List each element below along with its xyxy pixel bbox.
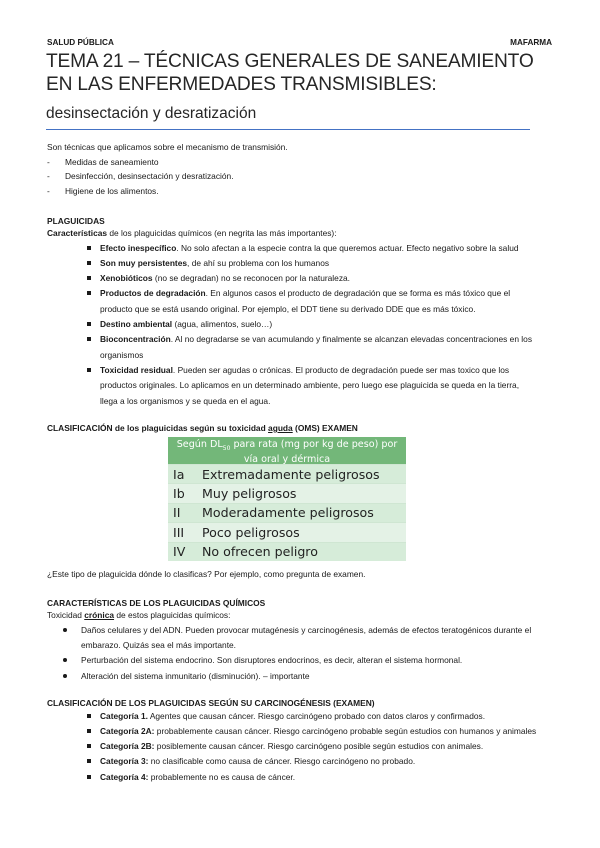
list-item: Categoría 4: probablemente no es causa de cáncer. [87, 770, 547, 785]
list-item: Xenobióticos (no se degradan) no se reconocen por la naturaleza. [87, 271, 537, 286]
list-item: Son muy persistentes, de ahí su problema con los humanos [87, 256, 537, 271]
section-heading-plaguicidas: PLAGUICIDAS [47, 216, 105, 227]
page-subtitle: desinsectación y desratización [46, 105, 257, 122]
table-row: Ib Muy peligrosos [168, 483, 406, 502]
list-item: Productos de degradación. En algunos casos el producto de degradación que se forma es más tóxico que el producto que se está usando original. Por ejemplo, el DDT tiene su derivado DDE que es más tóxico. [87, 286, 537, 317]
plaguicidas-intro [47, 226, 537, 241]
plaguicidas-intro-rest: de los plaguicidas químicos (en negrita las más importantes): [107, 227, 337, 238]
table-row: Ia Extremadamente peligrosos [168, 464, 406, 483]
section-heading-carcinogenesis: CLASIFICACIÓN DE LOS PLAGUICIDAS SEGÚN SU CARCINOGÉNESIS (EXAMEN) [47, 697, 375, 708]
table-row: II Moderadamente peligrosos [168, 503, 406, 522]
list-item: Alteración del sistema inmunitario (disminución). – importante [63, 669, 547, 684]
intro-list [47, 155, 537, 199]
list-item: Efecto inespecífico. No solo afectan a la especie contra la que queremos actuar. Efecto negativo sobre la salud [87, 241, 537, 256]
list-item: - Medidas de saneamiento [47, 155, 537, 170]
list-item: Perturbación del sistema endocrino. Son disruptores endocrinos, es decir, alteran el sistema hormonal. [63, 653, 547, 668]
list-item: Categoría 2B: posiblemente causan cáncer. Riesgo carcinógeno posible según estudios con animales. [87, 739, 547, 754]
header-author: MAFARMA [510, 38, 552, 47]
document-body [47, 140, 537, 435]
exam-question: ¿Este tipo de plaguicida dónde lo clasificas? Por ejemplo, como pregunta de examen. [47, 569, 366, 579]
title-divider [46, 129, 530, 130]
list-item: Toxicidad residual. Pueden ser agudas o crónicas. El producto de degradación puede ser mas toxico que los productos originales. Lo aplicamos en un determinado ambiente, pero luego ese plaguicida se queda en la tierra, llega a los organismos y se queda en el agua. [87, 363, 537, 409]
plaguicidas-list [47, 241, 537, 409]
toxicity-table-rows [168, 464, 406, 561]
toxicity-table-header: Según $DL_{50}$ para rata (mg por kg de peso) por vía oral y dérmica [168, 437, 406, 464]
page-title: TEMA 21 – TÉCNICAS GENERALES DE SANEAMIENTO EN LAS ENFERMEDADES TRANSMISIBLES: [46, 51, 534, 95]
section-heading-cronica: CARACTERÍSTICAS DE LOS PLAGUICIDAS QUÍMICOS [47, 597, 266, 608]
cronica-intro: Toxicidad crónica de estos plaguicidas químicos: [47, 610, 231, 621]
header-subject: SALUD PÚBLICA [47, 38, 114, 47]
list-item: Daños celulares y del ADN. Pueden provocar mutagénesis y carcinogénesis, además de efectos teratogénicos durante el embarazo. Quizás sea el más importante. [63, 623, 547, 654]
toxicity-table [168, 437, 406, 561]
list-item: Destino ambiental (agua, alimentos, suelo…) [87, 317, 537, 332]
plaguicidas-intro-bold: Características [47, 227, 108, 238]
table-row: IV No ofrecen peligro [168, 542, 406, 561]
document-body-continued [47, 567, 547, 785]
list-item: - Desinfección, desinsectación y desratización. [47, 169, 537, 184]
toxicity-classification-heading: CLASIFICACIÓN de los plaguicidas según su toxicidad aguda (OMS) EXAMEN [47, 422, 358, 433]
carcinogenesis-list [47, 709, 547, 785]
list-item: - Higiene de los alimentos. [47, 184, 537, 199]
intro-text: Son técnicas que aplicamos sobre el mecanismo de transmisión. [47, 142, 288, 152]
list-item: Categoría 1. Agentes que causan cáncer. Riesgo carcinógeno probado con datos claros y confirmados. [87, 709, 547, 724]
list-item: Categoría 2A: probablemente causan cáncer. Riesgo carcinógeno probable según estudios con humanos y animales [87, 724, 547, 739]
list-item: Bioconcentración. Al no degradarse se van acumulando y finalmente se alcanzan elevadas concentraciones en los organismos [87, 332, 537, 363]
list-item: Categoría 3: no clasificable como causa de cáncer. Riesgo carcinógeno no probado. [87, 754, 547, 769]
cronica-list [47, 623, 547, 684]
table-row: III Poco peligrosos [168, 522, 406, 541]
